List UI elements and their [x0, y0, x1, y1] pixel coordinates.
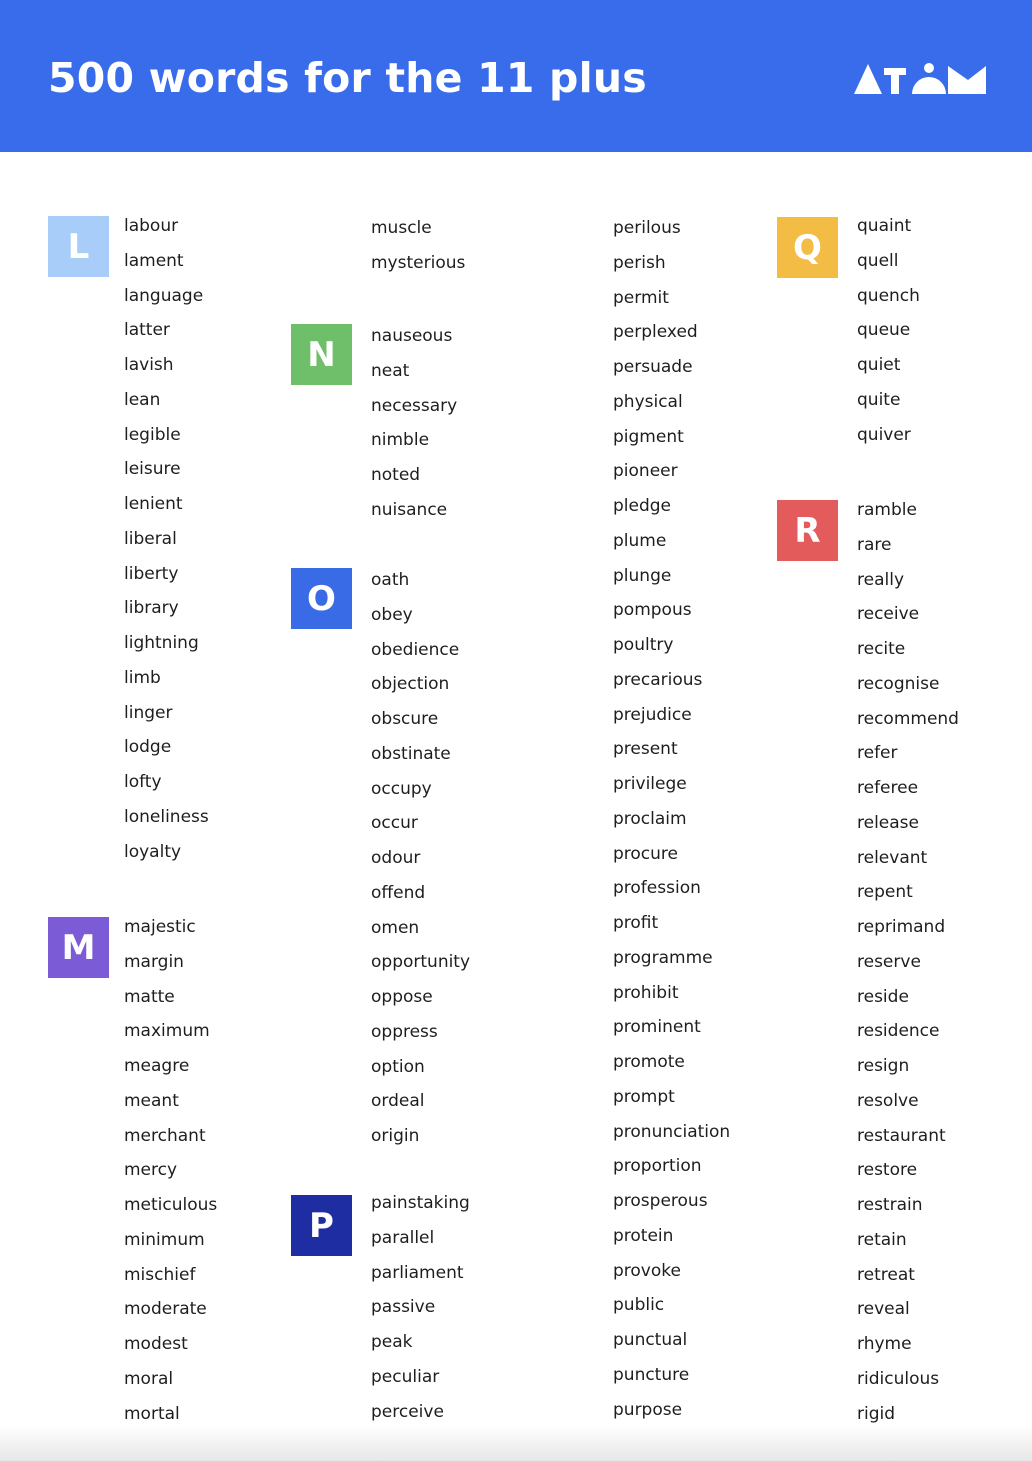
word-item: oppose: [371, 987, 433, 1007]
word-item: restore: [857, 1160, 918, 1181]
word-item: nimble: [371, 430, 430, 451]
word-list-p-continued: [613, 218, 730, 1434]
word-item: pigment: [613, 426, 684, 447]
word-item: peculiar: [371, 1366, 440, 1387]
word-item: loneliness: [124, 806, 209, 827]
word-item: release: [857, 812, 919, 833]
word-item: rhyme: [857, 1334, 912, 1354]
word-item: lenient: [124, 494, 183, 514]
word-item: profession: [613, 878, 701, 899]
word-item: muscle: [371, 218, 432, 238]
word-item: prosperous: [613, 1191, 708, 1211]
word-item: obstinate: [371, 743, 451, 764]
word-item: necessary: [371, 395, 458, 416]
word-item: merchant: [124, 1125, 206, 1146]
word-item: odour: [371, 848, 421, 868]
word-item: offend: [371, 882, 426, 903]
word-item: perish: [613, 252, 666, 273]
page-title: 500 words for the 11 plus: [48, 54, 647, 102]
word-item: poultry: [613, 635, 674, 655]
word-item: proportion: [613, 1156, 702, 1177]
word-item: occupy: [371, 778, 432, 799]
word-item: peak: [371, 1332, 413, 1352]
word-item: queue: [857, 320, 911, 341]
word-item: punctual: [613, 1330, 688, 1350]
word-item: quell: [857, 250, 899, 271]
word-item: perceive: [371, 1401, 444, 1422]
word-item: matte: [124, 986, 175, 1007]
word-item: quaint: [857, 216, 912, 236]
word-item: rare: [857, 534, 892, 555]
word-item: legible: [124, 424, 181, 445]
word-item: oath: [371, 570, 410, 590]
word-item: loyalty: [124, 841, 182, 862]
word-item: public: [613, 1295, 665, 1316]
word-item: programme: [613, 947, 713, 968]
word-item: latter: [124, 320, 170, 341]
word-item: lofty: [124, 772, 162, 792]
word-item: lavish: [124, 355, 174, 375]
word-item: protein: [613, 1225, 674, 1246]
word-item: obedience: [371, 639, 460, 660]
word-item: parliament: [371, 1262, 464, 1283]
word-item: quiver: [857, 424, 911, 445]
word-item: reprimand: [857, 917, 946, 937]
word-item: nuisance: [371, 499, 448, 520]
word-item: obscure: [371, 709, 439, 729]
word-item: reserve: [857, 951, 921, 972]
word-item: mysterious: [371, 252, 466, 273]
atom-logo: [852, 62, 988, 96]
word-item: persuade: [613, 357, 693, 377]
word-list-n: [371, 326, 457, 535]
letter-badge-o: O: [291, 568, 352, 629]
word-item: pompous: [613, 600, 692, 621]
word-item: repent: [857, 882, 913, 903]
word-list-q: [857, 216, 920, 459]
word-item: parallel: [371, 1227, 435, 1248]
word-list-r: [857, 500, 959, 1438]
word-item: painstaking: [371, 1193, 470, 1213]
word-item: rigid: [857, 1403, 896, 1424]
word-item: reside: [857, 986, 909, 1007]
word-item: quiet: [857, 355, 901, 375]
word-item: restrain: [857, 1195, 923, 1215]
word-item: occur: [371, 813, 418, 834]
word-item: pronunciation: [613, 1121, 731, 1142]
word-item: plunge: [613, 565, 672, 586]
word-item: ordeal: [371, 1091, 425, 1112]
word-list-l: [124, 216, 209, 876]
letter-badge-p: P: [291, 1195, 352, 1256]
word-item: physical: [613, 391, 683, 412]
word-item: maximum: [124, 1021, 210, 1042]
word-item: proclaim: [613, 808, 687, 829]
word-item: purpose: [613, 1399, 683, 1420]
bottom-edge-shadow: [0, 1425, 1032, 1461]
word-item: limb: [124, 667, 161, 688]
word-item: restaurant: [857, 1125, 946, 1146]
word-item: lightning: [124, 633, 199, 653]
word-item: prompt: [613, 1086, 675, 1107]
letter-badge-r: R: [777, 500, 838, 561]
word-item: present: [613, 739, 678, 760]
word-item: resign: [857, 1056, 910, 1076]
letter-badge-n: N: [291, 324, 352, 385]
word-item: lean: [124, 389, 161, 410]
word-item: labour: [124, 216, 179, 236]
word-item: margin: [124, 951, 184, 972]
word-item: perilous: [613, 218, 681, 238]
word-item: relevant: [857, 847, 928, 868]
word-item: liberal: [124, 528, 177, 549]
word-item: really: [857, 569, 904, 590]
word-item: profit: [613, 913, 659, 933]
word-item: permit: [613, 287, 669, 308]
word-item: nauseous: [371, 326, 453, 346]
word-item: option: [371, 1056, 425, 1077]
word-item: receive: [857, 604, 920, 625]
word-item: quench: [857, 285, 920, 306]
word-item: origin: [371, 1126, 420, 1146]
word-item: language: [124, 285, 204, 306]
word-item: obey: [371, 604, 413, 625]
word-item: recommend: [857, 708, 959, 729]
word-item: mercy: [124, 1160, 178, 1181]
word-item: puncture: [613, 1364, 690, 1385]
word-item: recognise: [857, 673, 940, 694]
word-item: mortal: [124, 1403, 180, 1424]
page-header: [0, 0, 1032, 152]
word-item: prohibit: [613, 982, 679, 1003]
word-item: privilege: [613, 774, 687, 794]
word-list-m: [124, 917, 217, 1438]
word-item: meagre: [124, 1056, 190, 1076]
word-item: retreat: [857, 1264, 915, 1285]
word-item: perplexed: [613, 322, 698, 343]
word-item: linger: [124, 702, 173, 723]
word-item: mischief: [124, 1264, 196, 1285]
word-item: pioneer: [613, 461, 678, 482]
word-item: prejudice: [613, 704, 692, 725]
word-item: noted: [371, 465, 421, 485]
word-item: ridiculous: [857, 1368, 940, 1389]
word-item: majestic: [124, 917, 196, 937]
word-item: prominent: [613, 1017, 701, 1038]
word-item: ramble: [857, 500, 917, 520]
word-list-m-continued: [371, 218, 465, 288]
word-list-o: [371, 570, 470, 1161]
word-item: pledge: [613, 496, 672, 516]
word-item: recite: [857, 639, 906, 659]
letter-badge-l: L: [48, 216, 109, 277]
word-item: moral: [124, 1368, 174, 1389]
word-item: referee: [857, 778, 919, 798]
word-item: procure: [613, 843, 679, 864]
word-item: resolve: [857, 1090, 919, 1111]
word-item: quite: [857, 389, 901, 410]
word-item: minimum: [124, 1229, 205, 1250]
word-item: promote: [613, 1052, 685, 1072]
word-item: modest: [124, 1334, 188, 1354]
letter-badge-q: Q: [777, 217, 838, 278]
letter-badge-m: M: [48, 917, 109, 978]
word-item: lodge: [124, 737, 172, 758]
word-list-p: [371, 1193, 470, 1436]
word-item: omen: [371, 917, 420, 938]
word-item: opportunity: [371, 952, 471, 973]
word-item: liberty: [124, 563, 179, 584]
word-item: meticulous: [124, 1195, 218, 1215]
word-item: objection: [371, 674, 450, 695]
word-item: lament: [124, 250, 184, 271]
word-item: passive: [371, 1297, 436, 1318]
word-item: refer: [857, 743, 898, 764]
word-item: leisure: [124, 459, 181, 480]
word-item: oppress: [371, 1021, 438, 1042]
word-item: neat: [371, 360, 410, 381]
word-item: retain: [857, 1229, 907, 1250]
word-item: provoke: [613, 1260, 681, 1281]
word-item: library: [124, 598, 179, 619]
word-item: meant: [124, 1090, 179, 1111]
word-item: moderate: [124, 1299, 207, 1320]
word-item: residence: [857, 1021, 940, 1042]
word-item: reveal: [857, 1299, 910, 1320]
word-item: precarious: [613, 669, 703, 690]
word-item: plume: [613, 530, 667, 551]
